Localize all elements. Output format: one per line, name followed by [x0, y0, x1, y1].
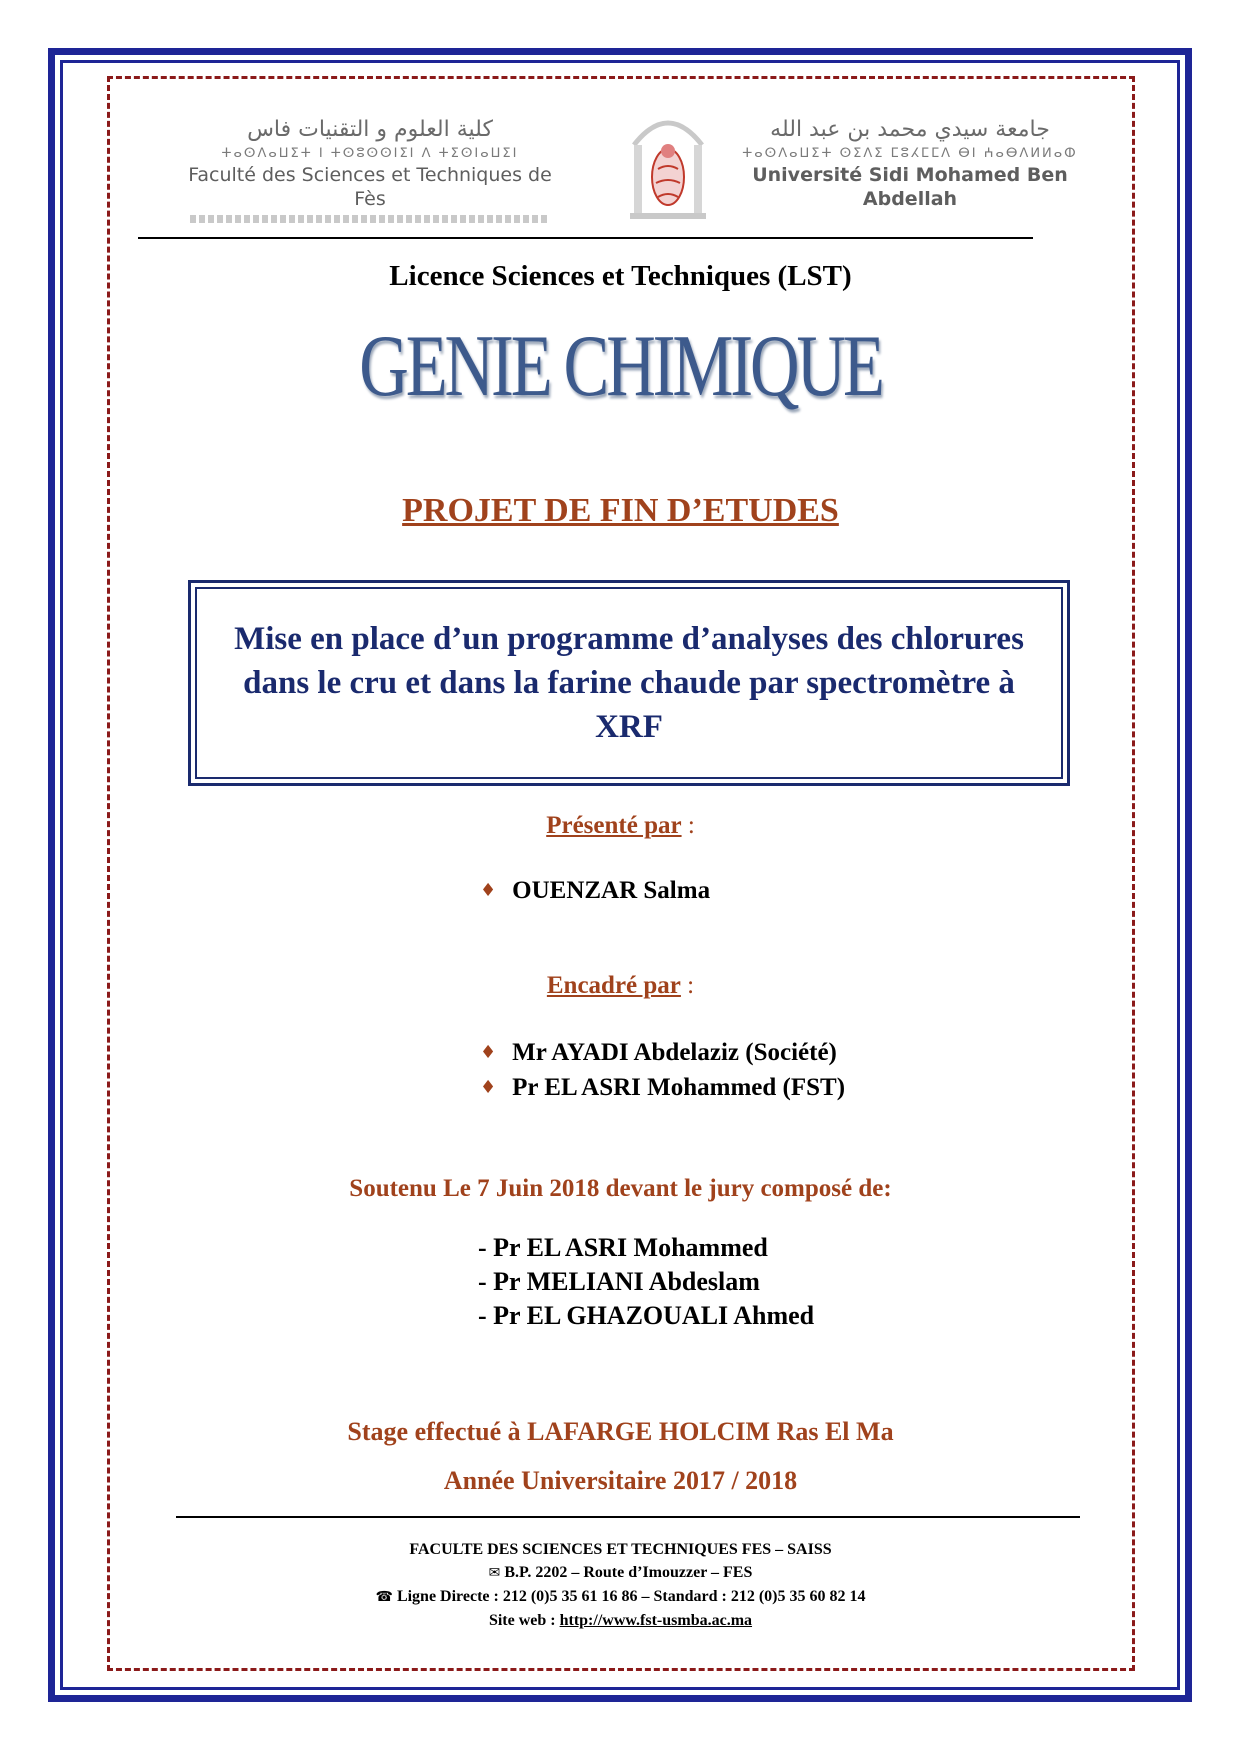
list-item	[480, 873, 710, 908]
supervisor-name: Pr EL ASRI Mohammed (FST)	[512, 1073, 846, 1101]
list-item	[480, 1035, 845, 1070]
thesis-title-box	[195, 587, 1063, 779]
faculty-french-name: Faculté des Sciences et Techniques de Fès	[188, 164, 552, 210]
university-french-name: Université Sidi Mohamed Ben Abdellah	[752, 164, 1068, 210]
footer-address	[0, 1561, 1241, 1585]
academic-year: Année Universitaire 2017 / 2018	[443, 1466, 798, 1495]
supervised-by-label: Encadré par	[546, 972, 681, 999]
presented-by-label: Présenté par	[546, 812, 682, 839]
diamond-bullet-icon: ♦	[480, 1077, 497, 1098]
university-arabic-name: جامعة سيدي محمد بن عبد الله	[770, 117, 1050, 142]
presented-by-colon: :	[681, 812, 695, 839]
list-item: - Pr EL GHAZOUALI Ahmed	[478, 1301, 815, 1330]
jury-heading: Soutenu Le 7 Juin 2018 devant le jury composé de:	[349, 1175, 892, 1202]
supervised-by-heading	[0, 972, 1241, 1000]
list-item	[480, 1070, 845, 1105]
degree-title: Licence Sciences et Techniques (LST)	[389, 260, 852, 292]
faculty-arabic-name: كلية العلوم و التقنيات فاس	[247, 117, 493, 142]
phone-icon: ☎	[375, 1589, 393, 1605]
thesis-title: Mise en place d’un programme d’analyses des chlorures dans le cru et dans la farine chaude par spectromètre à XRF	[234, 621, 1024, 745]
footer	[0, 1538, 1241, 1632]
footer-website	[0, 1609, 1241, 1632]
diamond-bullet-icon: ♦	[480, 880, 497, 901]
internship-line: Stage effectué à LAFARGE HOLCIM Ras El Ma	[347, 1417, 894, 1446]
footer-website-label: Site web :	[488, 1612, 560, 1629]
footer-phone-text: Ligne Directe : 212 (0)5 35 61 16 86 – Standard : 212 (0)5 35 60 82 14	[396, 1588, 866, 1605]
footer-divider	[176, 1516, 1080, 1518]
footer-phone	[0, 1585, 1241, 1609]
faculty-ornament	[190, 215, 550, 223]
diamond-bullet-icon: ♦	[480, 1042, 497, 1063]
university-tifinagh-name: ⵜⴰⵙⴷⴰⵡⵉⵜ ⵙⵉⴷⵉ ⵎⵓⵃⵎⵎⴷ ⴱⵏ ⵄⴰⴱⴷⵍⵍⴰⵀ	[742, 146, 1078, 161]
mailbox-icon: ✉	[488, 1565, 501, 1581]
student-name: OUENZAR Salma	[512, 876, 711, 904]
footer-institution: FACULTE DES SCIENCES ET TECHNIQUES FES – SAISS	[409, 1541, 832, 1558]
supervised-by-colon: :	[680, 972, 695, 999]
institution-header	[150, 115, 1090, 235]
program-title: GENIE CHIMIQUE	[359, 318, 882, 415]
project-label: PROJET DE FIN D’ETUDES	[402, 492, 839, 529]
list-item: - Pr EL ASRI Mohammed	[478, 1233, 768, 1262]
university-header	[730, 115, 1090, 211]
student-list	[480, 873, 710, 908]
footer-address-text: B.P. 2202 – Route d’Imouzzer – FES	[504, 1564, 753, 1581]
list-item: - Pr MELIANI Abdeslam	[478, 1267, 760, 1296]
website-link[interactable]: http://www.fst-usmba.ac.ma	[559, 1612, 753, 1629]
jury-list	[478, 1233, 814, 1335]
university-logo-icon	[628, 105, 708, 223]
faculty-tifinagh-name: ⵜⴰⵙⴷⴰⵡⵉⵜ ⵏ ⵜⵙⵓⵙⵙⵏⵉⵏ ⴷ ⵜⵉⵙⵏⴰⵡⵉⵏ	[221, 146, 519, 161]
faculty-header	[180, 115, 560, 223]
supervisor-name: Mr AYADI Abdelaziz (Société)	[512, 1038, 837, 1066]
presented-by-heading	[0, 812, 1241, 840]
supervisor-list	[480, 1035, 845, 1105]
header-divider	[138, 237, 1033, 239]
